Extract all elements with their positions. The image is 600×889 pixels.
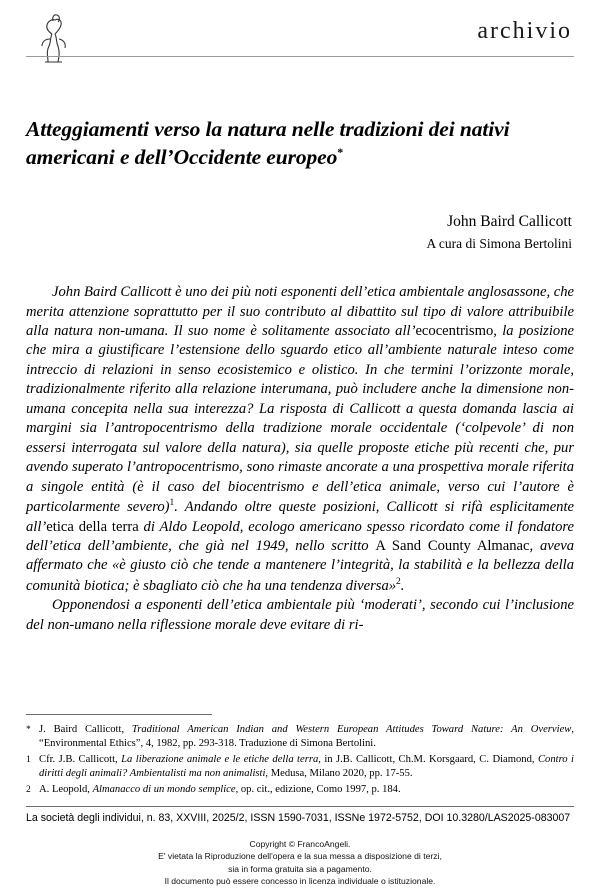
footnote-2: 1 Cfr. J.B. Callicott, La liberazione animale e le etiche della terra, in J.B. Callicott, Ch.M. Korsgaard, C. Diamond, Contro i diritti degli animali? Ambientalisti ma non animalisti, Medusa, Milano 2020, pp. 17-55. — [26, 753, 574, 779]
title-text: Atteggiamenti verso la natura nelle tradizioni dei nativi americani e dell’Occidente europeo — [26, 117, 510, 169]
footnote-1: * J. Baird Callicott, Traditional American Indian and Western European Attitudes Toward Nature: An Overview, “Environmental Ethics”, 4, 1982, pp. 293-318. Traduzione di Simona Bertolini. — [26, 724, 574, 749]
abstract-paragraph-1: John Baird Callicott è uno dei più noti esponenti dell’etica ambientale anglosassone, che merita attenzione soprattutto per il suo contributo al dibattito sul tipo di valore attribuibile alla natura non-umana. Il suo nome è solitamente associato all’ecocentrismo, la posizione che mira a giustificare l’estensione dello sguardo etico all’ambiente naturale inteso come intreccio di relazioni in senso ecosistemico e olistico. In che termini l’orizzonte morale, tradizionalmente riferito alla relazione interumana, può includere anche la dimensione non-umana concepita nella sua interezza? La risposta di Callicott a questa domanda lascia ai margini sia l’antropocentrismo della tradizione morale occidentale (‘colpevole’ di non essersi interrogata sul valore della natura), sia quelle proposte etiche più recenti che, pur avendo superato l’antropocentrismo, sono rimaste ancorate a una prospettiva morale riferita a singole entità (è il caso del biocentrismo e dell’etica animale, verso cui l’autore è particolarmente severo)$^1$. Andando oltre queste posizioni, Callicott si rifà esplicitamente all’etica della terra di Aldo Leopold, ecologo americano spesso ricordato come il fondatore dell’etica dell’ambiente, che già nel 1949, nello scritto A Sand County Almanac, aveva affermato che «è giusto ciò che tende a mantenere l’integrità, la stabilità e la bellezza della comunità biotica; è sbagliato ciò che ha una tendenza diversa»$^2$. — [26, 284, 574, 594]
footnotes-section — [26, 714, 574, 799]
journal-divider — [26, 806, 574, 807]
author-name: John Baird Callicott — [447, 213, 572, 231]
footnote-3: 2 A. Leopold, Almanacco di un mondo semplice, op. cit., edizione, Como 1997, p. 184. — [26, 783, 401, 795]
footnote-list — [26, 723, 574, 797]
copyright-line-4: Il documento può essere concesso in licenza individuale o istituzionale. — [164, 876, 436, 887]
footnote-divider — [26, 714, 212, 715]
copyright-line-3: sia in forma gratuita sia a pagamento. — [228, 863, 372, 874]
footnote-mark: 1 — [26, 754, 31, 765]
footnote-mark: 2 — [26, 784, 31, 795]
byline — [26, 211, 574, 253]
abstract-text — [26, 283, 574, 635]
header-divider — [26, 56, 574, 57]
editor-credit: A cura di Simona Bertolini — [426, 235, 572, 251]
copyright-notice — [26, 838, 574, 888]
page-title — [26, 116, 574, 171]
title-footnote-mark: * — [337, 144, 344, 159]
copyright-line-2: E' vietata la Riproduzione dell'opera e la sua messa a disposizione di terzi, — [158, 851, 442, 862]
copyright-line-1: Copyright © FrancoAngeli. — [249, 839, 351, 849]
abstract-paragraph-2: Opponendosi a esponenti dell’etica ambientale più ‘moderati’, secondo cui l’inclusione del non-umano nella riflessione morale deve evitare di ri- — [26, 597, 574, 633]
footnote-mark: * — [26, 725, 31, 735]
journal-citation: La società degli individui, n. 83, XXVIII, 2025/2, ISSN 1590-7031, ISSNe 1972-5752, DOI 10.3280/LAS2025-083007 — [26, 812, 571, 824]
journal-brand: archivio — [477, 18, 572, 44]
page-header — [26, 10, 574, 74]
